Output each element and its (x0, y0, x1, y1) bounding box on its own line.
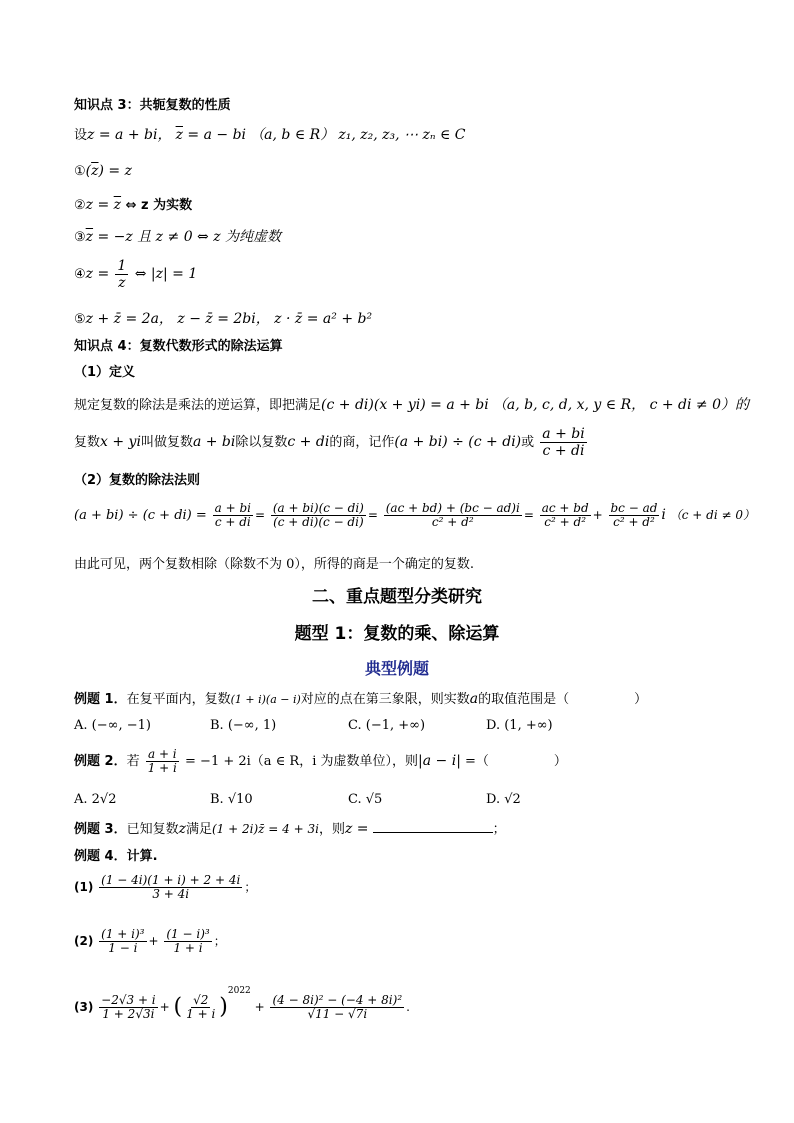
def-line1-cond: （a, b, c, d, x, y ∈ R， c + di ≠ 0）的 (492, 397, 750, 413)
q3-paren-open: ( (173, 994, 183, 1020)
setup-zbar-symbol: $\overline{z}$ (175, 127, 183, 143)
example-3-var: z (178, 821, 186, 837)
q3-f1-den: 1 + 2√3i (102, 1007, 155, 1021)
rule-f3-den: c² + d² (431, 515, 474, 529)
example-2-frac-num: a + i (147, 747, 177, 761)
property-4-frac-num: 1 (117, 258, 127, 274)
setup-line (74, 126, 466, 145)
example-2-option-b[interactable]: B. √10 (210, 792, 253, 807)
def-frac-num: a + bi (542, 426, 585, 442)
q3-fraction-3 (270, 994, 404, 1021)
example-1-option-c[interactable]: C. (−1, +∞) (348, 718, 426, 733)
rule-f5-den: c² + d² (613, 515, 655, 529)
property-2-text: ⇔ z 为实数 (121, 198, 193, 213)
setup-zbar: = a − bi (182, 127, 247, 143)
property-3-zbar: $\overline{z}$ (85, 229, 94, 245)
example-4 (74, 848, 158, 866)
rule-frac-3 (384, 502, 522, 529)
example-4-text: 计算. (126, 849, 158, 864)
property-2 (74, 196, 192, 215)
def-line2-y: a + bi (192, 434, 236, 450)
setup-list: z₁, z₂, z₃, ⋯ zₙ ∈ C (338, 127, 466, 143)
example-1-expr: (1 + i)(a − i) (230, 693, 301, 706)
property-4 (74, 258, 197, 291)
q3-f3-num: (4 − 8i)² − (−4 + 8i)² (272, 993, 403, 1007)
q2-fraction-2 (164, 928, 211, 955)
example-2-fraction (146, 748, 179, 775)
example-1 (74, 690, 647, 709)
rule-lhs: (a + bi) ÷ (c + di) = (74, 508, 207, 523)
example-1-label: 例题 1． (74, 692, 127, 707)
example-3-label: 例题 3． (74, 822, 127, 837)
example-2-text-c: =（ ） (460, 754, 567, 769)
property-1-expr: ) = z (98, 163, 132, 179)
property-4-fraction (115, 258, 128, 291)
rule-i: i (661, 507, 666, 523)
example-3-text-b: 满足 (185, 822, 212, 837)
q2-f1-num: (1 + i)³ (101, 927, 145, 941)
definition-subtitle: （1）定义 (74, 365, 136, 380)
property-2-expr: z = (85, 197, 114, 213)
property-5-expr: z + z̄ = 2a， z − z̄ = 2bi， z · z̄ = a² + b² (85, 311, 373, 327)
definition-line-1 (74, 396, 749, 415)
rule-f3-num: (ac + bd) + (bc − ad)i (385, 501, 520, 515)
q2-f2-den: 1 + i (173, 941, 203, 955)
example-4-q2: (2) $\frac{\text{(1 + i)³}}{1 - i}$ + $\frac{\text{(1 − i)³}}{1 + i}$ ； (74, 927, 226, 955)
q3-f1-num: −2√3 + i (101, 993, 156, 1007)
def-line2-z: c + di (287, 434, 330, 450)
example-2-option-d[interactable]: D. √2 (486, 792, 521, 807)
rule-frac-5 (609, 502, 660, 529)
example-2-text-a: 若 (126, 754, 140, 769)
q1-end: ； (244, 880, 257, 894)
example-2 (74, 748, 567, 775)
example-1-text-b: 对应的点在第三象限，则实数 (300, 692, 470, 707)
def-line2-text-d: 的商，记作 (329, 435, 395, 450)
rule-f1-num: a + bi (214, 501, 251, 515)
property-2-num: ② (74, 198, 86, 213)
typical-examples-title: 典型例题 (364, 659, 429, 678)
property-3-expr: = −z 且 z ≠ 0 ⇔ z 为纯虚数 (93, 229, 282, 245)
rule-f4-num: ac + bd (541, 501, 589, 515)
example-4-q3: (3) $\frac{-2√3 + i}{1 + 2√3i}$ + ( $\frac{√2}{1 + i}$ )$^{2022}$ + $\frac{\text{(4 − 8i)² − (−4 + 8i)²}}{√11 - √7i}$ . (74, 986, 410, 1021)
q2-f2-num: (1 − i)³ (166, 927, 210, 941)
property-4-frac-den: z (118, 275, 126, 291)
example-1-option-d[interactable]: D. (1, +∞) (486, 718, 553, 733)
q3-fraction-1 (99, 994, 158, 1021)
rule-f4-den: c² + d² (544, 515, 587, 529)
example-3 (74, 820, 506, 839)
q3-fraction-2 (184, 994, 217, 1021)
def-frac-den: c + di (542, 443, 585, 459)
def-line2-expr: (a + bi) ÷ (c + di) (394, 434, 522, 450)
property-1 (74, 162, 132, 181)
example-2-label: 例题 2． (74, 754, 127, 769)
property-5 (74, 310, 372, 329)
setup-z: z = a + bi， (87, 127, 172, 143)
property-3 (74, 228, 281, 247)
example-3-expr: (1 + 2i)z̄ = 4 + 3i (212, 822, 319, 836)
property-2-zbar: $\overline{z}$ (113, 197, 122, 213)
property-4-num: ④ (74, 267, 86, 282)
example-2-option-c[interactable]: C. √5 (348, 792, 383, 807)
def-line2-or: 或 (521, 435, 535, 450)
q3-f2-den: 1 + i (186, 1007, 216, 1021)
q2-fraction-1 (99, 928, 146, 955)
q2-end: ； (213, 934, 226, 948)
rule-f1-den: c + di (214, 515, 251, 529)
setup-cond: （a, b ∈ R） (250, 127, 335, 143)
q2-label: (2) (74, 934, 94, 948)
type-1-title: 题型 1：复数的乘、除运算 (294, 624, 500, 644)
q1-den: 3 + 4i (152, 887, 190, 901)
example-1-text-c: 的取值范围是（ ） (478, 692, 648, 707)
definition-line-2 (74, 426, 589, 459)
part-2-title: 二、重点题型分类研究 (312, 587, 482, 607)
example-3-text-c: ，则 (318, 822, 345, 837)
property-1-open: ($\overline{z}$ (85, 163, 99, 179)
example-4-label: 例题 4． (74, 849, 127, 864)
example-3-end: ； (492, 822, 506, 837)
example-4-q1 (74, 874, 256, 901)
rule-frac-1 (213, 502, 253, 529)
example-2-option-a[interactable]: A. 2√2 (74, 792, 117, 807)
property-3-num: ③ (74, 230, 86, 245)
property-5-num: ⑤ (74, 312, 86, 327)
example-1-var: a (469, 691, 479, 707)
q3-f3-den: √11 − √7i (307, 1007, 368, 1021)
property-4-rhs: ⇔ |z| = 1 (130, 266, 198, 282)
def-line2-text-c: 除以复数 (235, 435, 288, 450)
example-2-text-b: = −1 + 2i（a ∈ R，i 为虚数单位），则 (180, 754, 419, 769)
example-2-frac-den: 1 + i (147, 761, 177, 775)
q3-exponent: 2022 (227, 986, 251, 996)
rule-f2-num: (a + bi)(c − di) (272, 501, 364, 515)
example-3-expr2: z = (344, 821, 369, 837)
division-rule: (a + bi) ÷ (c + di) = $\frac{a + bi}{c + di}$ = $\frac{(a + bi)(c - di)}{(c + di)(c - di)}$ = $\frac{(ac + bd) + (bc - ad)i}{\text{c² + d²}}$ = $\frac{ac + bd}{\text{c² + d²}}$ + $\frac{bc - ad}{\text{c² + d²}}$ i （c + di ≠ 0） (74, 501, 755, 529)
example-3-answer-blank[interactable] (373, 820, 493, 833)
q3-paren-close: ) (219, 994, 228, 1020)
rule-cond: （c + di ≠ 0） (669, 508, 755, 522)
q1-fraction (99, 874, 242, 901)
setup-prefix: 设 (74, 128, 88, 143)
example-3-text-a: 已知复数 (126, 822, 179, 837)
def-line1-text: 规定复数的除法是乘法的逆运算，即把满足 (74, 398, 322, 413)
q1-label: (1) (74, 880, 94, 894)
def-line2-x: x + yi (100, 434, 141, 450)
rule-subtitle: （2）复数的除法法则 (74, 473, 201, 488)
conclusion-text: 由此可见，两个复数相除（除数不为 0），所得的商是一个确定的复数. (74, 557, 475, 572)
section-3-title: 知识点 3：共轭复数的性质 (74, 98, 231, 113)
example-1-option-a[interactable]: A. (−∞, −1) (74, 718, 151, 733)
rule-frac-4 (540, 502, 591, 529)
q3-f2-num: √2 (193, 993, 209, 1007)
q1-num: (1 − 4i)(1 + i) + 2 + 4i (101, 873, 241, 887)
section-4-title: 知识点 4：复数代数形式的除法运算 (74, 339, 283, 354)
example-1-text-a: 在复平面内，复数 (126, 692, 231, 707)
q3-end: . (406, 1000, 410, 1014)
def-line1-expr: (c + di)(x + yi) = a + bi (321, 397, 489, 413)
property-1-num: ① (74, 164, 86, 179)
def-line2-text-a: 复数 (74, 435, 101, 450)
property-4-lhs: z = (85, 266, 110, 282)
def-fraction (540, 426, 586, 459)
q3-label: (3) (74, 1000, 94, 1014)
example-2-abs: |a − i| (418, 753, 461, 769)
example-1-option-b[interactable]: B. (−∞, 1) (210, 718, 277, 733)
rule-f5-num: bc − ad (610, 501, 658, 515)
rule-frac-2 (271, 502, 366, 529)
rule-f2-den: (c + di)(c − di) (273, 515, 364, 529)
q2-f1-den: 1 − i (108, 941, 138, 955)
def-line2-text-b: 叫做复数 (140, 435, 193, 450)
